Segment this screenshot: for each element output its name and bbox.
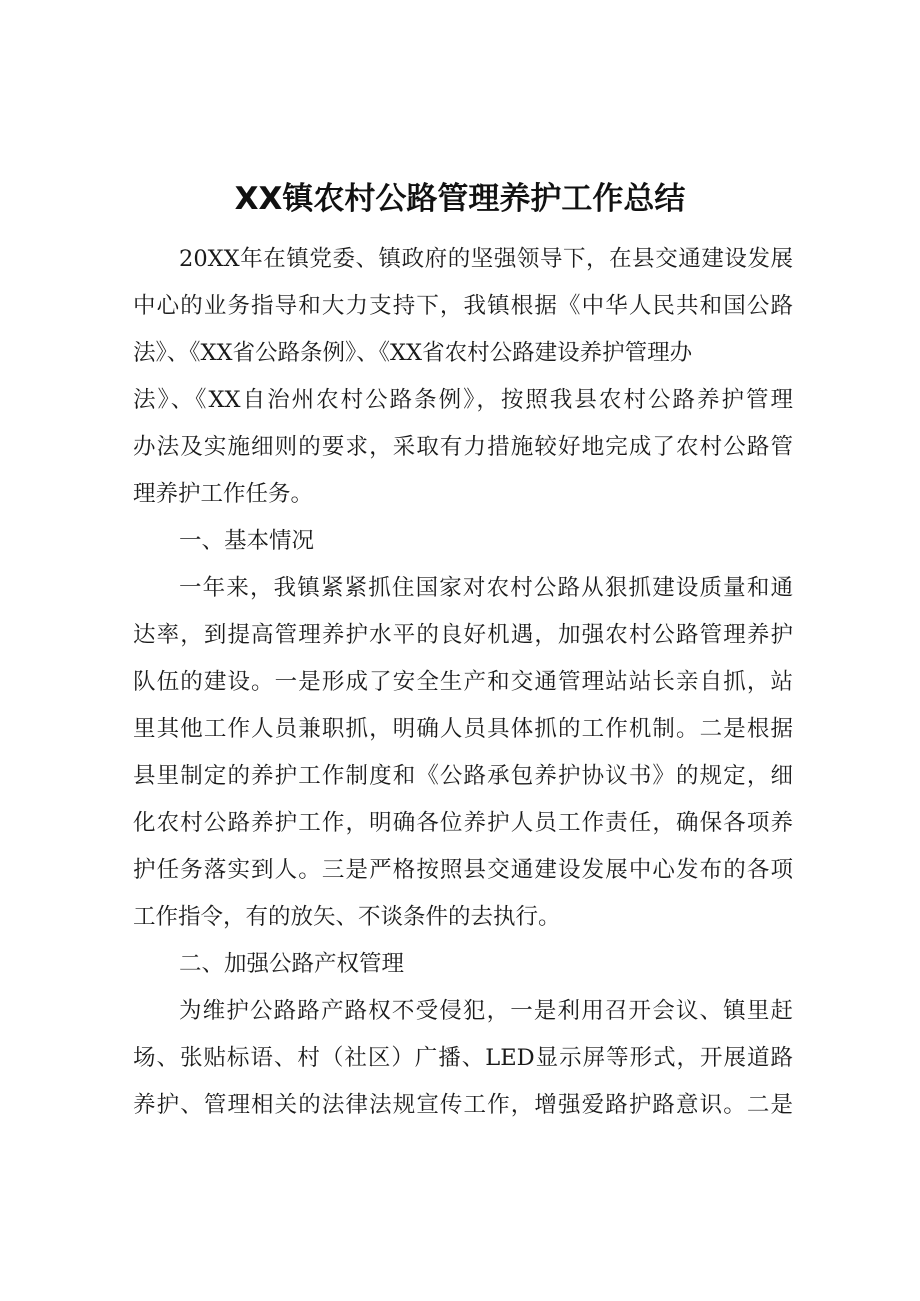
paragraph-line: 20XX年在镇党委、镇政府的坚强领导下，在县交通建设发展: [179, 246, 793, 272]
paragraph-line: 办法及实施细则的要求，采取有力措施较好地完成了农村公路管: [133, 434, 793, 460]
paragraph-line: 工作指令，有的放矢、不谈条件的去执行。: [133, 904, 561, 930]
paragraph-line: 为维护公路路产路权不受侵犯，一是利用召开会议、镇里赶: [179, 998, 793, 1024]
paragraph-line: 护任务落实到人。三是严格按照县交通建设发展中心发布的各项: [133, 857, 793, 883]
paragraph-line: 理养护工作任务。: [133, 481, 314, 507]
paragraph-line: 中心的业务指导和大力支持下，我镇根据《中华人民共和国公路: [133, 293, 793, 319]
paragraph-line: 一年来，我镇紧紧抓住国家对农村公路从狠抓建设质量和通: [179, 575, 793, 601]
paragraph-line: 队伍的建设。一是形成了安全生产和交通管理站站长亲自抓，站: [133, 669, 793, 695]
paragraph-line: 法》、《XX自治州农村公路条例》，按照我县农村公路养护管理: [133, 387, 793, 413]
paragraph-line: 养护、管理相关的法律法规宣传工作，增强爱路护路意识。二是: [133, 1092, 793, 1118]
paragraph-line: 达率，到提高管理养护水平的良好机遇，加强农村公路管理养护: [133, 622, 793, 648]
section-heading: 一、基本情况: [179, 528, 315, 554]
paragraph-line: 化农村公路养护工作，明确各位养护人员工作责任，确保各项养: [133, 810, 793, 836]
paragraph-line: 县里制定的养护工作制度和《公路承包养护协议书》的规定，细: [133, 763, 793, 789]
paragraph-line: 场、张贴标语、村（社区）广播、LED显示屏等形式，开展道路: [133, 1045, 793, 1071]
document-title: XX镇农村公路管理养护工作总结: [234, 181, 686, 217]
paragraph-line: 法》、《XX省公路条例》、《XX省农村公路建设养护管理办: [133, 340, 693, 366]
paragraph-line: 里其他工作人员兼职抓，明确人员具体抓的工作机制。二是根据: [133, 716, 793, 742]
section-heading: 二、加强公路产权管理: [179, 951, 405, 977]
